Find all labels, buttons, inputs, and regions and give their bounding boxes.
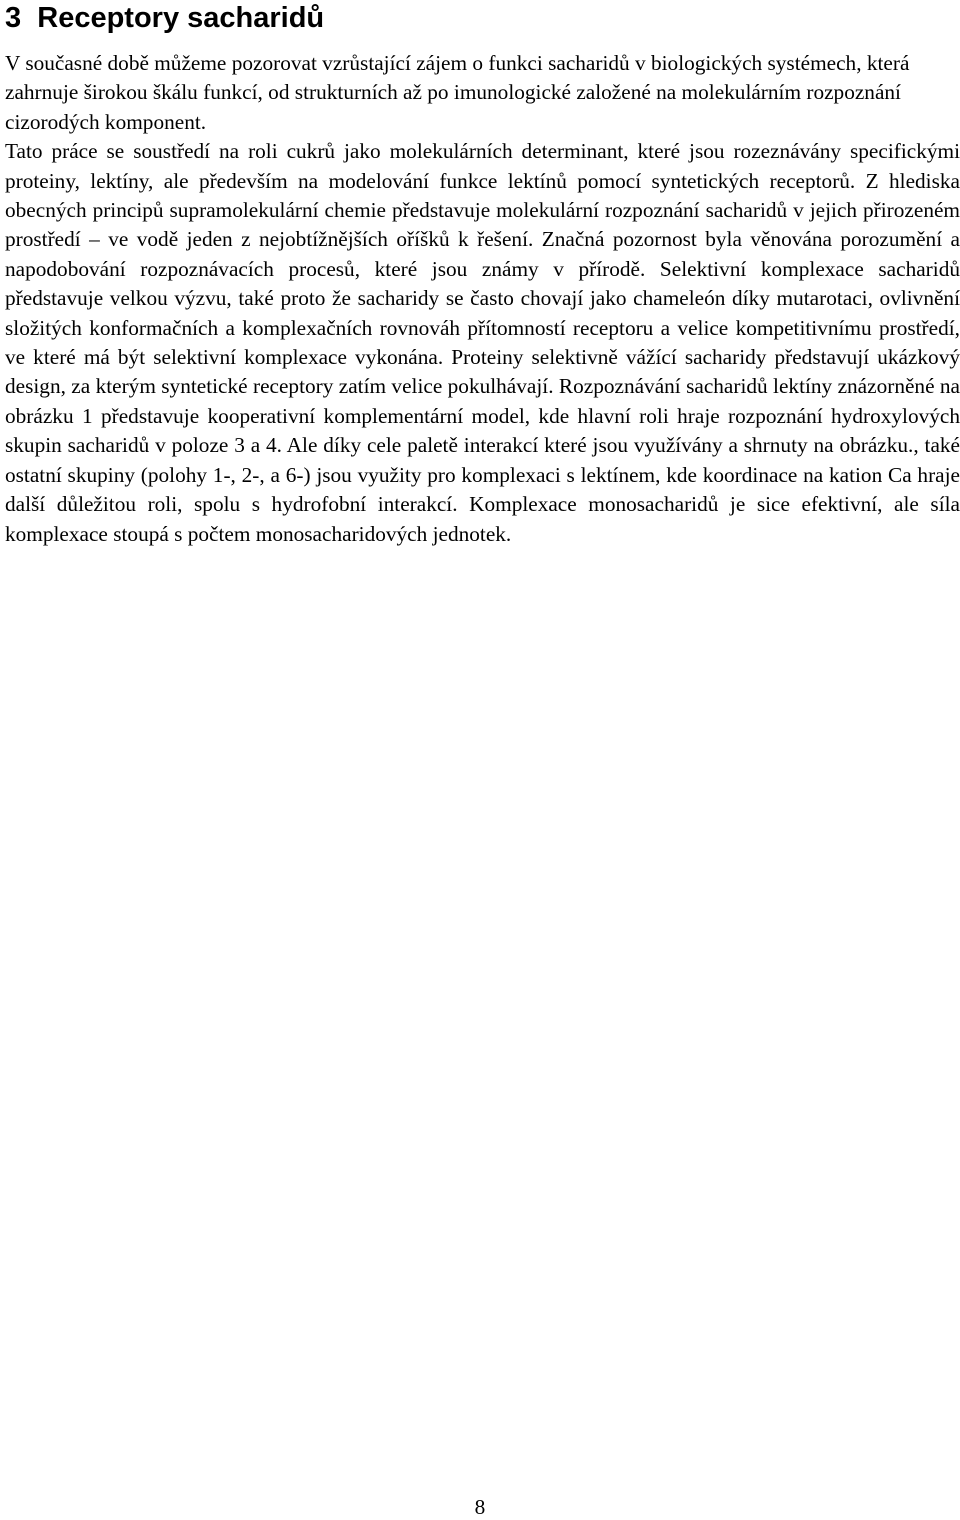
section-title: Receptory sacharidů [37,2,325,34]
paragraph-intro: V současné době můžeme pozorovat vzrůstající zájem o funkci sacharidů v biologických systémech, která zahrnuje širokou škálu funkcí, od strukturních až po imunologické založené na molekulárním rozpoznání cizorodých komponent. [5,51,910,134]
section-number: 3 [5,2,22,34]
page-number: 8 [474,1495,486,1519]
document-body [5,49,960,549]
paragraph-main: Tato práce se soustředí na roli cukrů jako molekulárních determinant, které jsou rozeznávány specifickými proteiny, lektíny, ale především na modelování funkce lektínů pomocí syntetických receptorů. Z hlediska obecných principů supramolekulární chemie představuje molekulární rozpoznání sacharidů v jejich přirozeném prostředí – ve vodě jeden z nejobtížnějších oříšků k řešení. Značná pozornost byla věnována porozumění a napodobování rozpoznávacích procesů, které jsou známy v přírodě. Selektivní komplexace sacharidů představuje velkou výzvu, také proto že sacharidy se často chovají jako chameleón díky mutarotaci, ovlivnění složitých konformačních a komplexačních rovnováh přítomností receptoru a velice kompetitivnímu prostředí, ve které má být selektivní komplexace vykonána. Proteiny selektivně vážící sacharidy představují ukázkový design, za kterým syntetické receptory zatím velice pokulhávají. Rozpoznávání sacharidů lektíny znázorněné na obrázku 1 představuje kooperativní komplementární model, kde hlavní roli hraje rozpoznání hydroxylových skupin sacharidů v poloze 3 a 4. Ale díky cele paletě interakcí které jsou využívány a shrnuty na obrázku., také ostatní skupiny (polohy 1-, 2-, a 6-) jsou využity pro komplexaci s lektínem, kde koordinace na kation Ca hraje další důležitou roli, spolu s hydrofobní interakcí. Komplexace monosacharidů je sice efektivní, ale síla komplexace stoupá s počtem monosacharidových jednotek. [5,139,960,546]
section-heading [5,0,324,36]
